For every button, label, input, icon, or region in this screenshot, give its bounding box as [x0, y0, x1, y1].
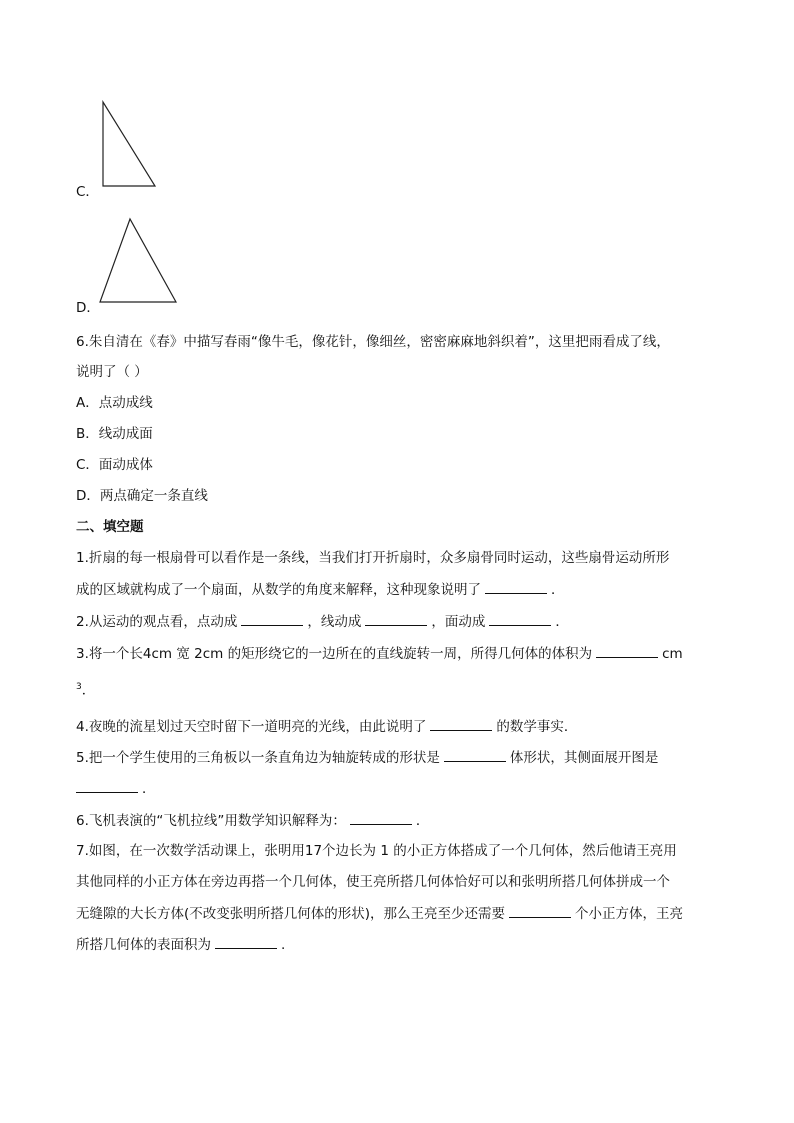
fill-q5-text-b: 体形状，其侧面展开图是 — [509, 750, 659, 766]
fill-q2-text-a: 2.从运动的观点看，点动成 — [76, 614, 238, 630]
fill-q4-text-b: 的数学事实． — [496, 719, 578, 735]
fill-q1-line2 — [76, 579, 565, 600]
fill-q4 — [76, 716, 577, 737]
answer-blank[interactable] — [489, 611, 551, 626]
fill-q2-text-b: ，线动成 — [307, 614, 362, 630]
answer-blank[interactable] — [350, 810, 412, 825]
fill-q7-end: . — [281, 937, 286, 953]
answer-blank[interactable] — [430, 716, 492, 731]
section-title: 二、填空题 — [76, 519, 144, 535]
right-triangle-figure — [96, 100, 160, 190]
fill-q6 — [76, 810, 429, 831]
fill-q2 — [76, 611, 569, 632]
answer-blank[interactable] — [241, 611, 303, 626]
fill-q7-text-b: 个小正方体，王亮 — [575, 906, 684, 922]
answer-blank[interactable] — [76, 778, 138, 793]
fill-q2-text-c: ，面动成 — [431, 614, 486, 630]
answer-blank[interactable] — [596, 643, 658, 658]
fill-q1-text: 成的区域就构成了一个扇面，从数学的角度来解释，这种现象说明了 — [76, 582, 481, 598]
answer-blank[interactable] — [365, 611, 427, 626]
fill-q7-line1: 7.如图，在一次数学活动课上，张明用17个边长为 1 的小正方体搭成了一个几何体，然后他请王亮用 — [76, 843, 677, 859]
fill-q5 — [76, 747, 658, 768]
fill-q3-line2 — [76, 677, 95, 701]
fill-q1-end: ． — [551, 582, 565, 598]
answer-blank[interactable] — [444, 747, 506, 762]
fill-q5-line2 — [76, 778, 156, 799]
option-d-label: D． — [76, 300, 100, 316]
option-c-label: C． — [76, 184, 99, 200]
q6-option-a: A．点动成线 — [76, 395, 153, 411]
fill-q3-text: 3.将一个长4cm 宽 2cm 的矩形绕它的一边所在的直线旋转一周，所得几何体的体积为 — [76, 646, 593, 662]
fill-q7-line3 — [76, 903, 683, 924]
q6-stem-line2: 说明了（ ） — [76, 364, 148, 380]
fill-q4-text-a: 4.夜晚的流星划过天空时留下一道明亮的光线，由此说明了 — [76, 719, 427, 735]
q6-option-d: D．两点确定一条直线 — [76, 488, 208, 504]
fill-q7-text-c: 所搭几何体的表面积为 — [76, 937, 211, 953]
fill-q5-text-a: 5.把一个学生使用的三角板以一条直角边为轴旋转成的形状是 — [76, 750, 440, 766]
fill-q7-text-a: 无缝隙的大长方体(不改变张明所搭几何体的形状)，那么王亮至少还需要 — [76, 906, 506, 922]
fill-q3-end: ． — [81, 682, 96, 699]
answer-blank[interactable] — [509, 903, 571, 918]
fill-q6-text: 6.飞机表演的“飞机拉线”用数学知识解释为： — [76, 813, 346, 829]
answer-blank[interactable] — [485, 579, 547, 594]
fill-q1-line1: 1.折扇的每一根扇骨可以看作是一条线，当我们打开折扇时，众多扇骨同时运动，这些扇骨运动所形 — [76, 550, 670, 566]
fill-q3-exponent: 3 — [76, 682, 82, 692]
isosceles-triangle-figure — [96, 216, 180, 306]
q6-stem-line1: 6.朱自清在《春》中描写春雨“像牛毛，像花针，像细丝，密密麻麻地斜织着”，这里把雨看成了线， — [76, 334, 670, 350]
answer-blank[interactable] — [215, 934, 277, 949]
fill-q6-end: ． — [415, 813, 430, 829]
fill-q2-end: ． — [555, 614, 569, 630]
fill-q3-unit: cm — [662, 646, 683, 662]
q6-option-b: B．线动成面 — [76, 426, 153, 442]
fill-q5-end: ． — [142, 781, 156, 797]
fill-q7-line4 — [76, 934, 285, 955]
fill-q7-line2: 其他同样的小正方体在旁边再搭一个几何体，使王亮所搭几何体恰好可以和张明所搭几何体拼成一个 — [76, 874, 670, 890]
fill-q3 — [76, 643, 683, 664]
q6-option-c: C．面动成体 — [76, 457, 153, 473]
